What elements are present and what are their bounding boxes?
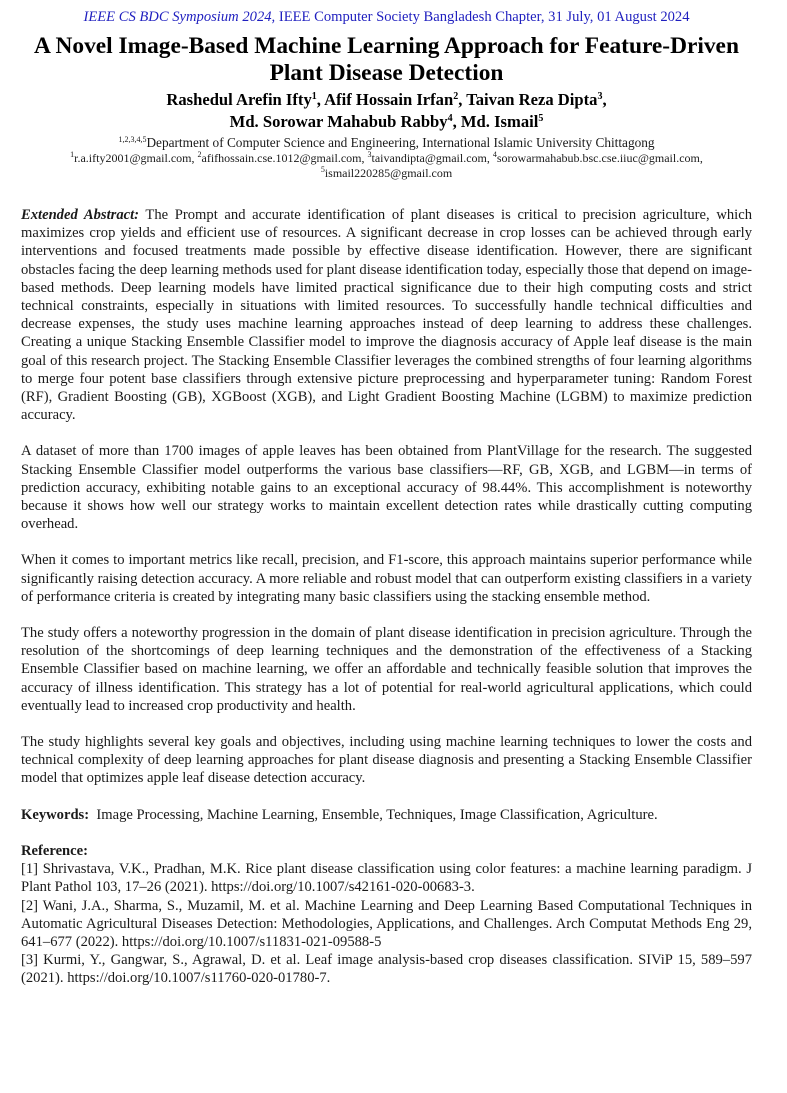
abstract-paragraph-5: The study highlights several key goals and objectives, including using machine learning techniques to lower the costs and technical complexity of deep learning approaches for plant disease diagnosis and presenting a Stacking Ensemble Classifier model that optimizes apple leaf disease detection accuracy. bbox=[21, 734, 752, 787]
author-superscript: 2 bbox=[453, 91, 459, 102]
abstract-paragraph-3: When it comes to important metrics like recall, precision, and F1-score, this approach maintains superior performance while significantly raising detection accuracy. A more reliable and robust model that can outperform existing classifiers in a variety of performance criteria is created by integrating many basic classifiers using the stacking ensemble method. bbox=[21, 552, 752, 605]
keywords-text: Image Processing, Machine Learning, Ensemble, Techniques, Image Classification, Agriculture. bbox=[96, 806, 658, 823]
author-name: Md. Ismail bbox=[460, 112, 539, 131]
abstract-label: Extended Abstract: bbox=[21, 207, 140, 223]
abstract-text-1: The Prompt and accurate identification of plant diseases is critical to precision agriculture, which maximizes crop yields and efficient use of resources. A significant decrease in crop losses can be achieved through early interventions and focused treatments made possible by effective disease identification. However, there are significant obstacles facing the deep learning methods used for plant disease identification today, especially those that depend on image-based methods. Deep learning models have limited practical significance due to their high computing costs and strict technical constraints, especially in situations with limited resources. To successfully handle technical difficulties and decrease expenses, the study uses machine learning approaches instead of deep learning to address these challenges. Creating a unique Stacking Ensemble Classifier model to improve the diagnosis accuracy of Apple leaf disease is the main goal of this research project. The Stacking Ensemble Classifier leverages the combined strengths of four learning algorithms to merge four potent base classifiers through extensive picture preprocessing and hyperparameter tuning: Random Forest (RF), Gradient Boosting (GB), XGBoost (XGB), and Light Gradient Boosting Machine (LGBM) to maximize prediction accuracy. bbox=[21, 207, 752, 424]
author-name: Md. Sorowar Mahabub Rabby bbox=[229, 112, 448, 131]
email-link[interactable]: taivandipta@gmail.com bbox=[371, 151, 487, 165]
affiliation-superscript: 1,2,3,4,5 bbox=[118, 135, 147, 144]
author-name: Afif Hossain Irfan bbox=[324, 90, 454, 109]
author-list: Rashedul Arefin Ifty$^1$, Afif Hossain Irfan$^2$, Taivan Reza Dipta$^3$, Md. Sorowar Mahabub Rabby$^4$, Md. Ismail$^5$ bbox=[166, 90, 607, 131]
paper-title bbox=[21, 33, 752, 87]
abstract-paragraph-1 bbox=[21, 206, 752, 424]
author-emails: $^1$r.a.ifty2001@gmail.com, $^2$afifhossain.cse.1012@gmail.com, $^3$taivandipta@gmail.com, $^4$sorowarmahabub.bsc.cse.iiuc@gmail.com, $^5$ismail220285@gmail.com bbox=[70, 150, 703, 180]
keywords-label: Keywords: bbox=[21, 806, 90, 823]
reference-item: [3] Kurmi, Y., Gangwar, S., Agrawal, D. et al. Leaf image analysis-based crop diseases classification. SIViP 15, 589–597 (2021). https://doi.org/10.1007/s11760-020-01780-7. bbox=[21, 952, 752, 987]
email-link[interactable]: r.a.ifty2001@gmail.com bbox=[74, 151, 192, 165]
author-name: Rashedul Arefin Ifty bbox=[166, 90, 312, 109]
keywords bbox=[21, 806, 752, 824]
references-heading: Reference: bbox=[21, 842, 88, 859]
paper-title-line-2: Plant Disease Detection bbox=[269, 60, 504, 86]
affiliation bbox=[21, 135, 752, 151]
conference-name: IEEE CS BDC Symposium 2024, bbox=[83, 9, 276, 25]
author-name: Taivan Reza Dipta bbox=[466, 90, 598, 109]
email-link[interactable]: sorowarmahabub.bsc.cse.iiuc@gmail.com bbox=[496, 151, 700, 165]
paper-page bbox=[21, 8, 752, 988]
affiliation-text: Department of Computer Science and Engineering, International Islamic University Chittagong bbox=[146, 135, 655, 150]
author-superscript: 3 bbox=[597, 91, 603, 102]
author-superscript: 4 bbox=[447, 113, 453, 124]
author-superscript: 1 bbox=[311, 91, 317, 102]
conference-header bbox=[21, 8, 752, 26]
email-link[interactable]: afifhossain.cse.1012@gmail.com bbox=[201, 151, 362, 165]
reference-item: [2] Wani, J.A., Sharma, S., Muzamil, M. et al. Machine Learning and Deep Learning Based Computational Techniques in Automatic Agricultural Diseases Detection: Methodologies, Applications, and Challenges. Arch Computat Methods Eng 29, 641–677 (2022). https://doi.org/10.1007/s11831-021-09588-5 bbox=[21, 897, 752, 950]
abstract-paragraph-2: A dataset of more than 1700 images of apple leaves has been obtained from PlantVillage for the research. The suggested Stacking Ensemble Classifier model outperforms the various base classifiers—RF, GB, XGB, and LGBM—in terms of prediction accuracy, exhibiting notable gains to an exceptional accuracy of 98.44%. This accomplishment is noteworthy because it shows how well our strategy works to maintain excellent detection rates while drastically cutting computing overhead. bbox=[21, 443, 752, 533]
paper-title-line-1: A Novel Image-Based Machine Learning Approach for Feature-Driven bbox=[34, 33, 739, 59]
email-link[interactable]: ismail220285@gmail.com bbox=[324, 166, 453, 180]
conference-details: IEEE Computer Society Bangladesh Chapter, 31 July, 01 August 2024 bbox=[275, 9, 690, 25]
author-superscript: 5 bbox=[538, 113, 544, 124]
abstract-paragraph-4: The study offers a noteworthy progression in the domain of plant disease identification in precision agriculture. Through the resolution of the shortcomings of deep learning techniques and the demonstration of the effectiveness of a Stacking Ensemble Classifier based on machine learning, we offer an affordable and technically feasible solution that improves the accuracy of illness identification. This strategy has a lot of potential for real-world agricultural applications, which could eventually lead to increased crop productivity and health. bbox=[21, 625, 752, 714]
reference-item: [1] Shrivastava, V.K., Pradhan, M.K. Rice plant disease classification using color features: a machine learning paradigm. J Plant Pathol 103, 17–26 (2021). https://doi.org/10.1007/s42161-020-00683-3. bbox=[21, 861, 752, 896]
